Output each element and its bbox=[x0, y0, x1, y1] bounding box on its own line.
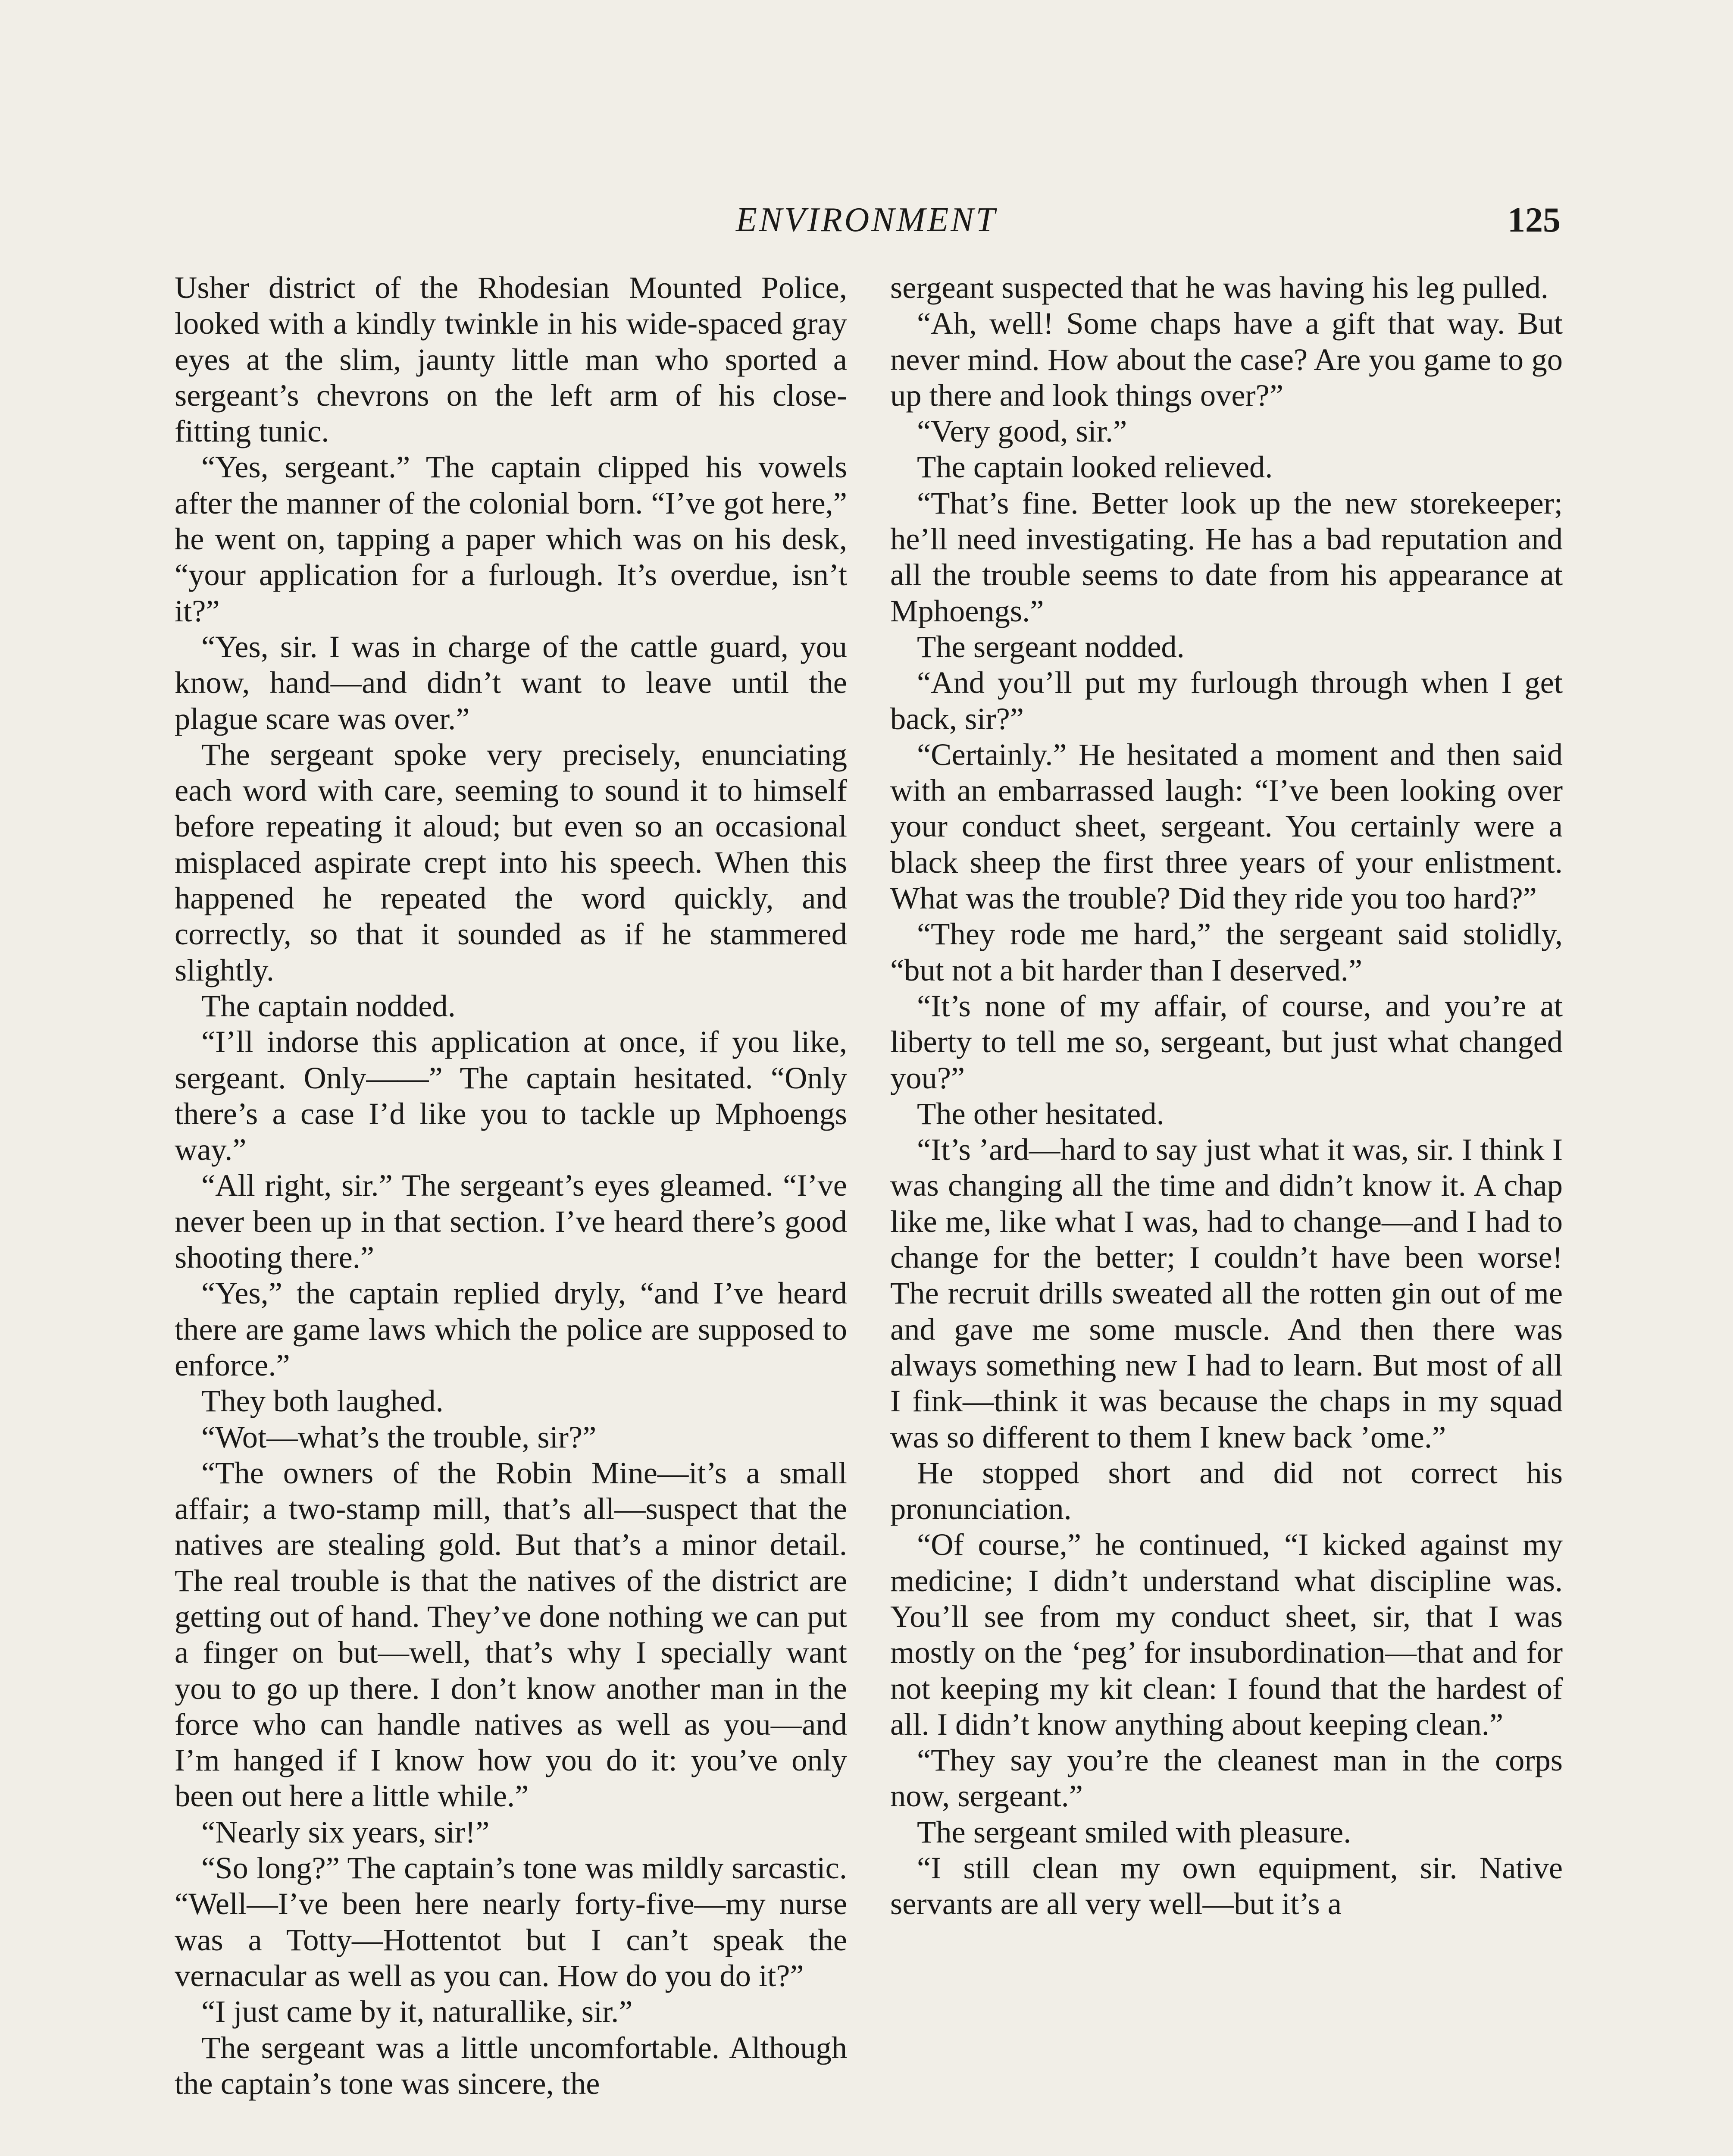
paragraph: The sergeant was a little uncomfortable. Although the captain’s tone was sincere, the bbox=[175, 2030, 847, 2101]
paragraph: “Ah, well! Some chaps have a gift that way. But never mind. How about the case? Are you game to go up there and look things over?” bbox=[890, 306, 1563, 413]
paragraph: “It’s none of my affair, of course, and you’re at liberty to tell me so, sergeant, but just what changed you?” bbox=[890, 988, 1563, 1095]
paragraph: The sergeant smiled with pleasure. bbox=[917, 1814, 1351, 1849]
paragraph: “Nearly six years, sir!” bbox=[201, 1814, 490, 1849]
paragraph: “Of course,” he continued, “I kicked against my medicine; I didn’t understand what discipline was. You’ll see from my conduct sheet, sir, that I was mostly on the ‘peg’ for insubordination—that and for not keeping my kit clean: I found that the hardest of all. I didn’t know anything about keeping clean.” bbox=[890, 1527, 1563, 1742]
paragraph: “I still clean my own equipment, sir. Native servants are all very well—but it’s a bbox=[890, 1850, 1563, 1921]
paragraph: The other hesitated. bbox=[917, 1096, 1164, 1131]
paragraph: “All right, sir.” The sergeant’s eyes gleamed. “I’ve never been up in that section. I’ve heard there’s good shooting there.” bbox=[175, 1168, 847, 1275]
paragraph: “So long?” The captain’s tone was mildly sarcastic. “Well—I’ve been here nearly forty-five—my nurse was a Totty—Hottentot but I can’t speak the vernacular as well as you can. How do you do it?” bbox=[175, 1850, 847, 1993]
paragraph: “That’s fine. Better look up the new storekeeper; he’ll need investigating. He has a bad reputation and all the trouble seems to date from his appearance at Mphoengs.” bbox=[890, 485, 1563, 628]
paragraph: “The owners of the Robin Mine—it’s a small affair; a two-stamp mill, that’s all—suspect that the natives are stealing gold. But that’s a minor detail. The real trouble is that the natives of the district are getting out of hand. They’ve done nothing we can put a finger on but—well, that’s why I specially want you to go up there. I don’t know another man in the force who can handle natives as well as you—and I’m hanged if I know how you do it: you’ve only been out here a little while.” bbox=[175, 1455, 847, 1814]
paragraph: “It’s ’ard—hard to say just what it was, sir. I think I was changing all the time and didn’t know it. A chap like me, like what I was, had to change—and I had to change for the better; I couldn’t have been worse! The recruit drills sweated all the rotten gin out of me and gave me some muscle. And then there was always something new I had to learn. But most of all I fink—think it was because the chaps in my squad was so different to them I knew back ’ome.” bbox=[890, 1132, 1563, 1454]
running-head bbox=[172, 194, 1561, 246]
paragraph: The sergeant spoke very precisely, enunciating each word with care, seeming to sound it to himself before repeating it aloud; but even so an occasional misplaced aspirate crept into his speech. When this happened he repeated the word quickly, and correctly, so that it sounded as if he stammered slightly. bbox=[175, 736, 847, 987]
right-column bbox=[890, 270, 1563, 1922]
paragraph: The captain looked relieved. bbox=[917, 449, 1273, 485]
left-column bbox=[175, 270, 847, 2101]
paragraph: He stopped short and did not correct his pronunciation. bbox=[890, 1455, 1563, 1526]
paragraph: “They rode me hard,” the sergeant said stolidly, “but not a bit harder than I deserved.” bbox=[890, 916, 1563, 987]
paragraph: “Wot—what’s the trouble, sir?” bbox=[201, 1419, 597, 1454]
paragraph: sergeant suspected that he was having his leg pulled. bbox=[890, 270, 1548, 305]
running-title: ENVIRONMENT bbox=[735, 201, 998, 239]
paragraph: “Yes, sir. I was in charge of the cattle guard, you know, hand—and didn’t want to leave until the plague scare was over.” bbox=[175, 629, 847, 736]
paragraph: “Certainly.” He hesitated a moment and then said with an embarrassed laugh: “I’ve been looking over your conduct sheet, sergeant. You certainly were a black sheep the first three years of your enlistment. What was the trouble? Did they ride you too hard?” bbox=[890, 736, 1563, 916]
paragraph: “Yes,” the captain replied dryly, “and I’ve heard there are game laws which the police are supposed to enforce.” bbox=[175, 1275, 847, 1382]
page-number: 125 bbox=[1508, 200, 1561, 239]
paragraph: “Very good, sir.” bbox=[917, 414, 1127, 449]
paragraph: Usher district of the Rhodesian Mounted Police, looked with a kindly twinkle in his wide-spaced gray eyes at the slim, jaunty little man who sported a sergeant’s chevrons on the left arm of his close-fitting tunic. bbox=[175, 270, 847, 449]
paragraph: “I’ll indorse this application at once, if you like, sergeant. Only——” The captain hesitated. “Only there’s a case I’d like you to tackle up Mphoengs way.” bbox=[175, 1024, 847, 1167]
paragraph: The sergeant nodded. bbox=[917, 629, 1185, 664]
paragraph: “And you’ll put my furlough through when I get back, sir?” bbox=[890, 665, 1563, 736]
paragraph: “Yes, sergeant.” The captain clipped his vowels after the manner of the colonial born. “I’ve got here,” he went on, tapping a paper which was on his desk, “your application for a furlough. It’s overdue, isn’t it?” bbox=[175, 449, 847, 628]
paragraph: They both laughed. bbox=[201, 1383, 444, 1419]
paragraph: “They say you’re the cleanest man in the corps now, sergeant.” bbox=[890, 1742, 1563, 1814]
paragraph: “I just came by it, naturallike, sir.” bbox=[201, 1994, 633, 2029]
paragraph: The captain nodded. bbox=[201, 988, 456, 1023]
